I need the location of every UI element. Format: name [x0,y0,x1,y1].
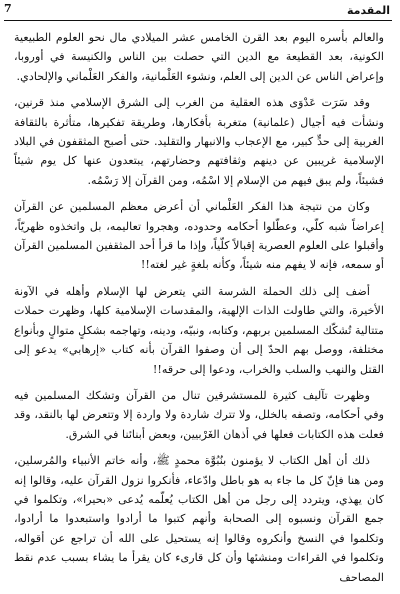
paragraph: وقد سَرَت عَدْوَى هذه العقلية من الغرب إلى الشرق الإسلامي منذ قرنين، ونشأت فيه أجيال (علمانية) متغربة بأفكارها، وطريقة تفكيرها، متأثرة بالثقافة الغربية إلى حدٍّ كبير، مع الإعجاب والانبهار والتقليد. حتى أصبح المثقفون في البلاد الإسلامية غريبين عن دينهم وثقافتهم وحضارتهم، يبتعدون عنها كل يوم شيئاً فشيئاً، ولم يبق فيهم من الإسلام إلا اسْمُه، ومن القرآن إلا رَسْمُه. [14,96,384,187]
paragraph: أضف إلى ذلك الحملة الشرسة التي يتعرض لها الإسلام وأهله في الآونة الأخيرة، والتي طاولت الذات الإلهية، والمقدسات الإسلامية كلها، وظهرت حملات متتالية تُشكّك المسلمين بربهم، وكتابه، ونبيّه، ودينه، وتهاجمه بشكلٍ متوالٍ وبأنواع مختلفة، ووصل بهم الحدّ إلى أن وصفوا القرآن بأنه كتاب «إرهابي» يدعو إلى القتل والنهب والسلب والخراب، ودعوا إلى حرقه!! [14,284,384,376]
chapter-title: المقدمة [346,4,390,17]
paragraph: وظهرت تآليف كثيرة للمستشرقين تنال من القرآن وتشكك المسلمين فيه وفي أحكامه، وتصفه بالخلل، ولا تترك شاردة ولا واردة إلا وتتعرض لها بالنقد، وقد فعلت هذه الكتابات فعلها في أذهان الغَرْبيين، وبعض أبنائنا في الشرق. [14,388,384,441]
body-text [14,28,384,594]
paragraph: ذلك أن أهل الكتاب لا يؤمنون بنُبُوَّة محمدٍ ﷺ، وأنه خاتم الأنبياء والمُرسلين، ومن هنا فإنّ كل ما جاء به هو باطل وادّعاء، فأنكروا نزول القرآن عليه، وقالوا إنه كان يهذي، ويتردد إلى رجل من أهل الكتاب يُعلّمه يُدعى «بحيرا»، وتكلموا في جمع القرآن ونسبوه إلى الصحابة وأنهم كتبوا ما أرادوا واستبعدوا ما أرادوا، وتكلموا في النسخ وأنكروه وقالوا إنه يستحيل على الله أن تراجع عن أقواله، وتكلموا في القراءات ومنشئها وأن كل قارىء كان يقرأ ما يشاء بسبب عدم نقط المصاحف [14,454,384,584]
paragraph: والعالم بأسره اليوم بعد القرن الخامس عشر الميلادي مال نحو العلوم الطبيعية الكونية، بعد القطيعة مع الدين التي حصلت بين الناس والكنيسة في أوروبا، وإعراض الناس عن الدين إلى العلم، ونشوء العَلْمانية، والفكر العَلْماني والإلحادي. [14,31,384,83]
paragraph: وكان من نتيجة هذا الفكر العَلْماني أن أعرض معظم المسلمين عن القرآن إعراضاً شبه كلّي، وعطّلوا أحكامه وحدوده، وهجروا تعاليمه، بل واتخذوه ظهريّاً، وأقبلوا على العلوم العصرية إقبالاً كلّياً، وإذا ما قرأ أحد المثقفين المسلمين القرآن أو سمعه، فإنه لا يفهم منه شيئاً، وكأنه بلغةٍ غير لغته!! [14,200,384,272]
page-header [4,2,392,21]
page-number: 7 [4,2,12,15]
